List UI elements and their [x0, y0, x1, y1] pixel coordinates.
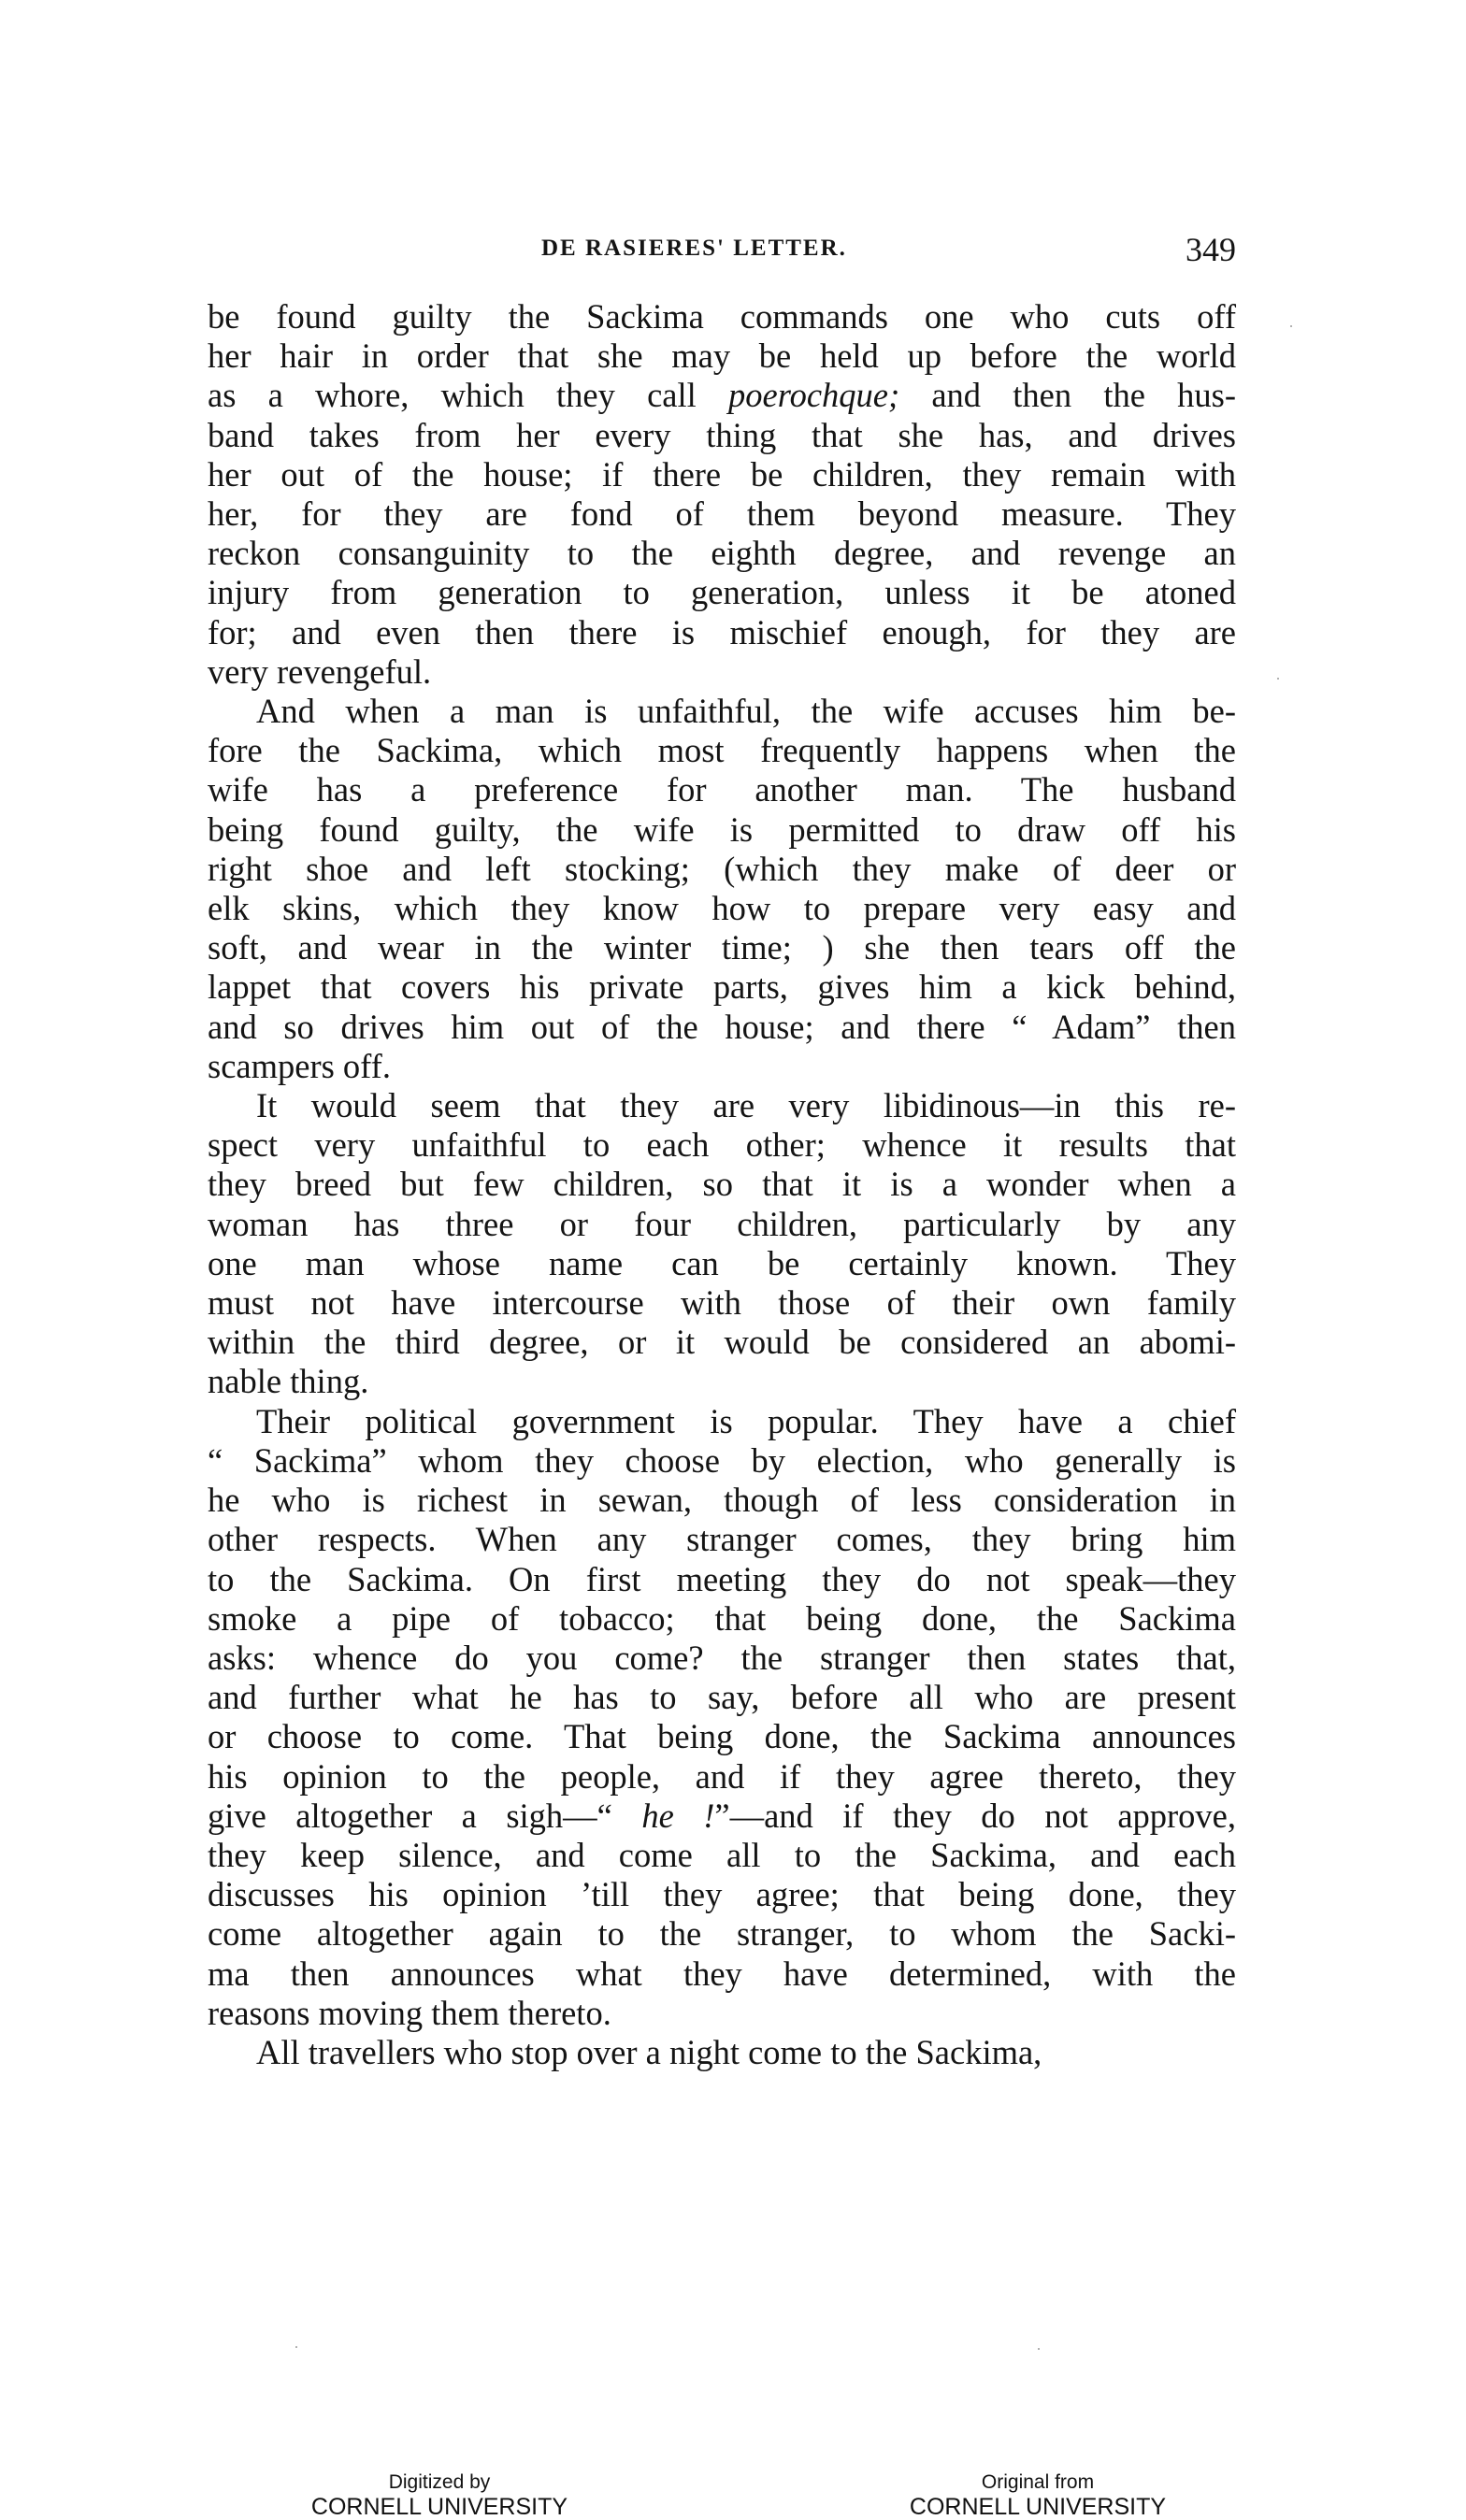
text-line: give altogether a sigh—“ he !”—and if they do not approve,: [208, 1796, 1236, 1835]
running-title: DE RASIERES' LETTER.: [541, 236, 847, 261]
paragraph: [208, 297, 1236, 692]
footer-digitized-label: Digitized by: [388, 2471, 491, 2493]
scan-speck: [1277, 678, 1279, 680]
footer-digitized-by: [280, 2471, 598, 2520]
text-line: her, for they are fond of them beyond measure. They: [208, 494, 1236, 534]
text-line: woman has three or four children, particularly by any: [208, 1204, 1236, 1243]
page-number: 349: [1186, 231, 1236, 268]
text-line: his opinion to the people, and if they agree thereto, they: [208, 1756, 1236, 1796]
text-line: scampers off.: [208, 1046, 391, 1085]
text-line: be found guilty the Sackima commands one who cuts off: [208, 297, 1236, 336]
text-line: right shoe and left stocking; (which they make of deer or: [208, 849, 1236, 888]
text-line: they keep silence, and come all to the Sackima, and each: [208, 1835, 1236, 1874]
text-line: discusses his opinion ’till they agree; that being done, they: [208, 1875, 1236, 1914]
text-line: “ Sackima” whom they choose by election, who generally is: [208, 1440, 1236, 1480]
text-line: other respects. When any stranger comes, they bring him: [208, 1520, 1236, 1559]
body-text: [208, 297, 1236, 2072]
scan-speck: [1290, 325, 1292, 327]
text-line: within the third degree, or it would be considered an abomi-: [208, 1323, 1236, 1362]
footer-digitized-institution: CORNELL UNIVERSITY: [310, 2494, 568, 2520]
text-line: band takes from her every thing that she has, and drives: [208, 415, 1236, 454]
text-line: reckon consanguinity to the eighth degree, and revenge an: [208, 534, 1236, 573]
footer-original-label: Original from: [981, 2471, 1095, 2493]
text-line: wife has a preference for another man. The husband: [208, 770, 1236, 809]
text-line: elk skins, which they know how to prepare very easy and: [208, 889, 1236, 928]
text-line: smoke a pipe of tobacco; that being done, the Sackima: [208, 1598, 1236, 1638]
paragraph: [208, 692, 1236, 1086]
text-line: and further what he has to say, before all who are present: [208, 1678, 1236, 1717]
text-line: her out of the house; if there be children, they remain with: [208, 454, 1236, 494]
text-line: spect very unfaithful to each other; whence it results that: [208, 1125, 1236, 1165]
text-line: to the Sackima. On first meeting they do not speak—they: [208, 1559, 1236, 1598]
text-line: as a whore, which they call poerochque; and then the hus-: [208, 376, 1237, 415]
text-line: he who is richest in sewan, though of less consideration in: [208, 1481, 1236, 1520]
text-line: injury from generation to generation, unless it be atoned: [208, 573, 1236, 612]
text-line: lappet that covers his private parts, gives him a kick behind,: [208, 967, 1236, 1007]
text-line: ma then announces what they have determined, with the: [208, 1954, 1236, 1993]
text-line: Their political government is popular. They have a chief: [256, 1401, 1236, 1440]
text-line: and so drives him out of the house; and there “ Adam” then: [208, 1007, 1236, 1046]
text-line: very revengeful.: [208, 651, 432, 691]
text-line: nable thing.: [208, 1362, 369, 1401]
scan-speck: [295, 2346, 297, 2348]
text-line: All travellers who stop over a night come to the Sackima,: [256, 2032, 1042, 2071]
text-line: being found guilty, the wife is permitted to draw off his: [208, 809, 1236, 849]
text-line: one man whose name can be certainly known. They: [208, 1243, 1236, 1282]
footer-original-institution: CORNELL UNIVERSITY: [909, 2494, 1167, 2520]
text-line: It would seem that they are very libidinous—in this re-: [256, 1086, 1236, 1125]
paragraph: [208, 2033, 1236, 2072]
paragraph: [208, 1402, 1236, 2033]
running-head: [208, 231, 1236, 280]
text-line: reasons moving them thereto.: [208, 1993, 611, 2032]
text-line: asks: whence do you come? the stranger then states that,: [208, 1638, 1236, 1677]
paragraph: [208, 1086, 1236, 1402]
text-line: they breed but few children, so that it is a wonder when a: [208, 1165, 1236, 1204]
text-line: her hair in order that she may be held up before the world: [208, 336, 1236, 376]
text-line: for; and even then there is mischief enough, for they are: [208, 612, 1236, 651]
scan-speck: [1038, 2348, 1040, 2350]
text-line: And when a man is unfaithful, the wife accuses him be-: [256, 692, 1236, 731]
footer-original-from: [879, 2471, 1197, 2520]
text-line: or choose to come. That being done, the Sackima announces: [208, 1717, 1236, 1756]
text-line: must not have intercourse with those of their own family: [208, 1283, 1236, 1323]
text-line: come altogether again to the stranger, to whom the Sacki-: [208, 1914, 1236, 1954]
text-line: soft, and wear in the winter time; ) she then tears off the: [208, 928, 1236, 967]
text-line: fore the Sackima, which most frequently happens when the: [208, 731, 1236, 770]
